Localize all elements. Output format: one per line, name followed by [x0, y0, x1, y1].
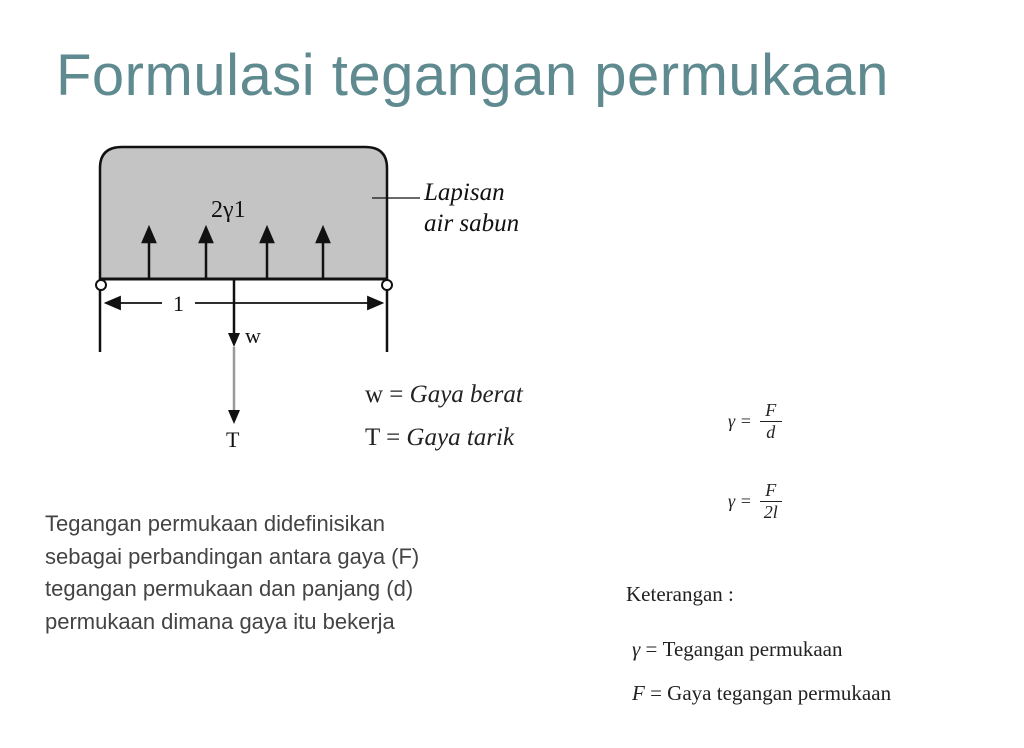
- formula-2-lhs: γ =: [728, 491, 752, 511]
- weight-arrow-head: [228, 333, 240, 347]
- formula-2-fraction: [760, 480, 782, 523]
- t-label: T: [226, 427, 240, 452]
- length-dimension: [106, 297, 382, 309]
- slide-title: Formulasi tegangan permukaan: [56, 43, 889, 108]
- keterangan-item-f-text: = Gaya tegangan permukaan: [650, 681, 892, 705]
- tension-arrow-head: [228, 410, 240, 424]
- formula-2-denominator: 2l: [763, 502, 778, 522]
- force-label: 2γ1: [211, 197, 246, 223]
- w-label: w: [245, 323, 261, 348]
- legend-w-text: Gaya berat: [409, 381, 523, 408]
- formula-1-numerator: F: [765, 400, 777, 420]
- legend-w: [365, 381, 523, 409]
- legend-t: [365, 424, 514, 452]
- keterangan-item-gamma-symbol: γ: [632, 637, 641, 661]
- length-label: 1: [173, 291, 184, 316]
- formula-1: [728, 400, 782, 443]
- keterangan-item-gamma: [632, 637, 843, 662]
- formula-1-denominator: d: [766, 422, 776, 442]
- formula-1-fraction: [760, 400, 782, 443]
- keterangan-heading: Keterangan :: [626, 582, 734, 606]
- formula-2: [728, 480, 782, 523]
- legend-t-text: Gaya tarik: [406, 424, 515, 451]
- keterangan-item-f-symbol: F: [632, 681, 645, 705]
- wire-end-right: [382, 280, 392, 290]
- description-text: Tegangan permukaan didefinisikan sebagai perbandingan antara gaya (F) tegangan permukaan dan panjang (d) permukaan dimana gaya itu bekerja: [45, 511, 420, 634]
- film-label-line1: Lapisan: [424, 179, 505, 206]
- formula-1-lhs: γ =: [728, 411, 752, 431]
- film-label-line2: air sabun: [424, 210, 520, 237]
- wire-end-left: [96, 280, 106, 290]
- formula-2-numerator: F: [765, 480, 777, 500]
- keterangan-item-gamma-text: = Tegangan permukaan: [645, 637, 843, 661]
- legend-t-symbol: T =: [365, 424, 401, 451]
- legend-w-symbol: w =: [365, 381, 404, 408]
- keterangan-item-f: [632, 681, 891, 706]
